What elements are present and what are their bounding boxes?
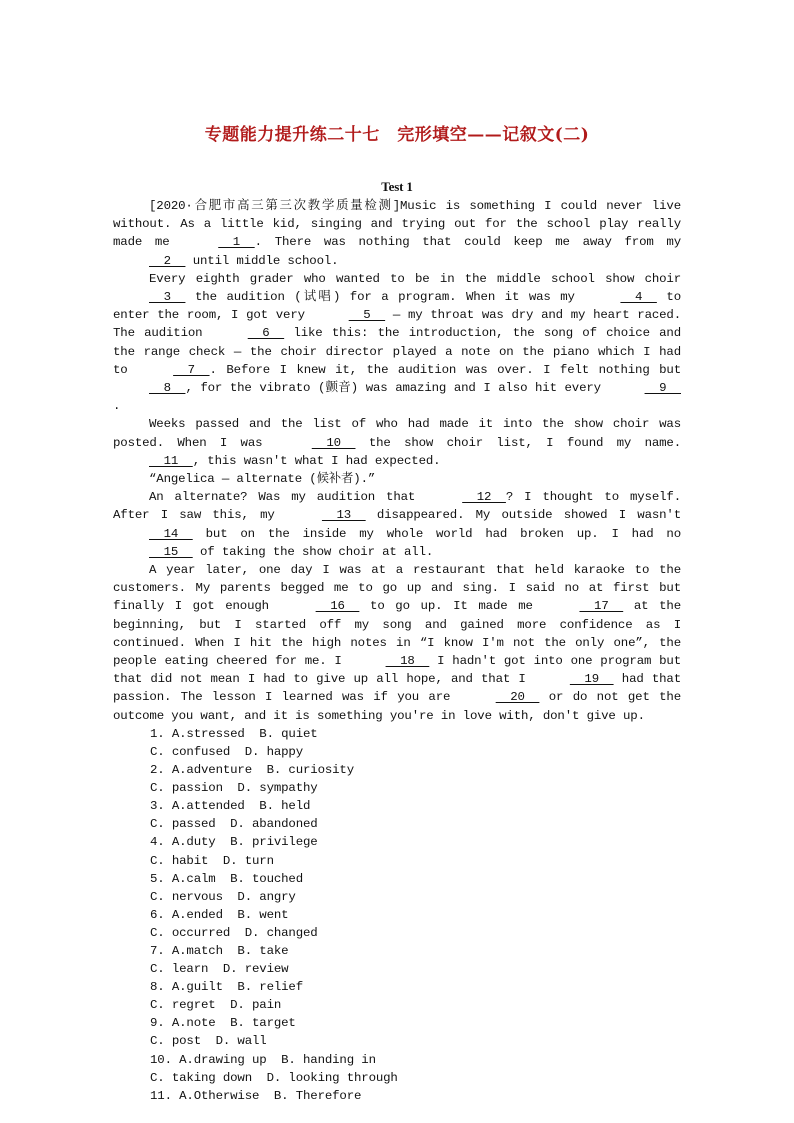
option-line: C. confused D. happy xyxy=(150,744,303,759)
option-line: 9. A.note B. target xyxy=(150,1016,296,1031)
option-line: C. occurred D. changed xyxy=(150,925,318,940)
option-line: 8. A.guilt B. relief xyxy=(150,980,303,995)
blank-number: 9 xyxy=(644,381,681,396)
option-line: 2. A.adventure B. curiosity xyxy=(150,763,354,778)
passage-text: at the beginning, but I started off my song and gained more confidence as I continued. When I hit the high notes in “I know I'm not the only one”, the people eating cheered for me. I xyxy=(113,599,681,669)
blank-number: 1 xyxy=(218,235,255,250)
passage-paragraph xyxy=(113,488,681,561)
passage-text: but on the inside my whole world had broken up. I had no xyxy=(192,526,681,541)
passage-text: “Angelica — alternate (候补者).” xyxy=(149,472,376,487)
passage-paragraph xyxy=(113,415,681,470)
passage xyxy=(113,197,681,725)
passage-text: An alternate? Was my audition that xyxy=(149,490,427,505)
passage-text: . xyxy=(113,399,121,414)
options-list xyxy=(113,725,681,1105)
blank-number: 5 xyxy=(348,308,386,323)
option-line: 6. A.ended B. went xyxy=(150,907,289,922)
passage-text: like this: the introduction, the song of choice and the range check — the choir director played a note on the piano which I had to xyxy=(113,326,681,377)
passage-text: of taking the show choir at all. xyxy=(192,544,434,559)
passage-text: , for the vibrato (颤音) was amazing and I also hit every xyxy=(185,381,609,396)
option-line: C. nervous D. angry xyxy=(150,889,296,904)
passage-text: A year later, one day I was at a restaurant that held karaoke to the customers. My parents begged me to go up and sing. I said no at first but finally I got enough xyxy=(113,563,681,614)
blank-number: 10 xyxy=(311,435,356,450)
option-line: 7. A.match B. take xyxy=(150,944,289,959)
blank-number: 3 xyxy=(149,290,186,305)
blank-number: 8 xyxy=(149,381,186,396)
passage-text: to go up. It made me xyxy=(359,599,544,614)
option-line: 1. A.stressed B. quiet xyxy=(150,726,318,741)
passage-text: . There was nothing that could keep me away from my xyxy=(254,235,681,250)
passage-text: disappeared. My outside showed I wasn't xyxy=(365,508,681,523)
blank-number: 12 xyxy=(462,490,506,505)
page-title: 专题能力提升练二十七 完形填空——记叙文(二) xyxy=(204,125,590,145)
passage-text: I hadn't got into one program but that did not mean I had to give up all hope, and that I xyxy=(113,654,682,687)
passage-paragraph xyxy=(113,561,681,725)
blank-number: 4 xyxy=(620,290,657,305)
blank-number: 6 xyxy=(247,326,285,341)
option-line: 11. A.Otherwise B. Therefore xyxy=(150,1088,362,1103)
option-line: C. passion D. sympathy xyxy=(150,781,318,796)
blank-number: 7 xyxy=(173,362,210,377)
test-heading: Test 1 xyxy=(381,179,413,194)
passage-text: Weeks passed and the list of who had made it into the show choir was posted. When I was xyxy=(113,417,681,450)
blank-number: 11 xyxy=(149,453,193,468)
passage-text: or do not get the outcome you want, and it is something you're in love with, don't give up. xyxy=(113,690,681,723)
option-line: C. passed D. abandoned xyxy=(150,817,318,832)
passage-text: to enter the room, I got very xyxy=(113,290,682,323)
option-line: C. regret D. pain xyxy=(150,998,282,1013)
passage-text: [2020·合肥市高三第三次教学质量检测]Music is something I could never live without. As a little kid, singing and trying out for the school play really made me xyxy=(113,199,681,250)
blank-number: 17 xyxy=(579,599,624,614)
passage-paragraph xyxy=(113,197,681,270)
blank-number: 20 xyxy=(495,690,540,705)
blank-number: 15 xyxy=(149,544,193,559)
option-line: C. habit D. turn xyxy=(150,853,274,868)
option-line: C. post D. wall xyxy=(150,1034,267,1049)
passage-text: the show choir list, I found my name. xyxy=(355,435,681,450)
option-line: C. learn D. review xyxy=(150,962,289,977)
passage-paragraph xyxy=(113,470,681,488)
passage-text: the audition (试唱) for a program. When it was my xyxy=(185,290,585,305)
document-page xyxy=(113,120,681,1105)
blank-number: 18 xyxy=(385,654,430,669)
blank-number: 19 xyxy=(569,672,614,687)
passage-text: had that passion. The lesson I learned was if you are xyxy=(113,672,681,705)
passage-text: . Before I knew it, the audition was over. I felt nothing but xyxy=(209,362,681,377)
passage-text: ? I thought to myself. After I saw this, my xyxy=(113,490,681,523)
passage-text: Every eighth grader who wanted to be in the middle school show choir xyxy=(149,271,681,286)
blank-number: 16 xyxy=(315,599,360,614)
passage-text: until middle school. xyxy=(185,253,339,268)
passage-text: , this wasn't what I had expected. xyxy=(192,453,441,468)
passage-paragraph xyxy=(113,270,681,416)
option-line: C. taking down D. looking through xyxy=(150,1070,398,1085)
passage-text: — my throat was dry and my heart raced. The audition xyxy=(113,308,681,341)
blank-number: 13 xyxy=(321,508,366,523)
option-line: 3. A.attended B. held xyxy=(150,799,311,814)
option-line: 4. A.duty B. privilege xyxy=(150,835,318,850)
option-line: 10. A.drawing up B. handing in xyxy=(150,1052,376,1067)
blank-number: 2 xyxy=(149,253,186,268)
blank-number: 14 xyxy=(149,526,193,541)
option-line: 5. A.calm B. touched xyxy=(150,871,303,886)
